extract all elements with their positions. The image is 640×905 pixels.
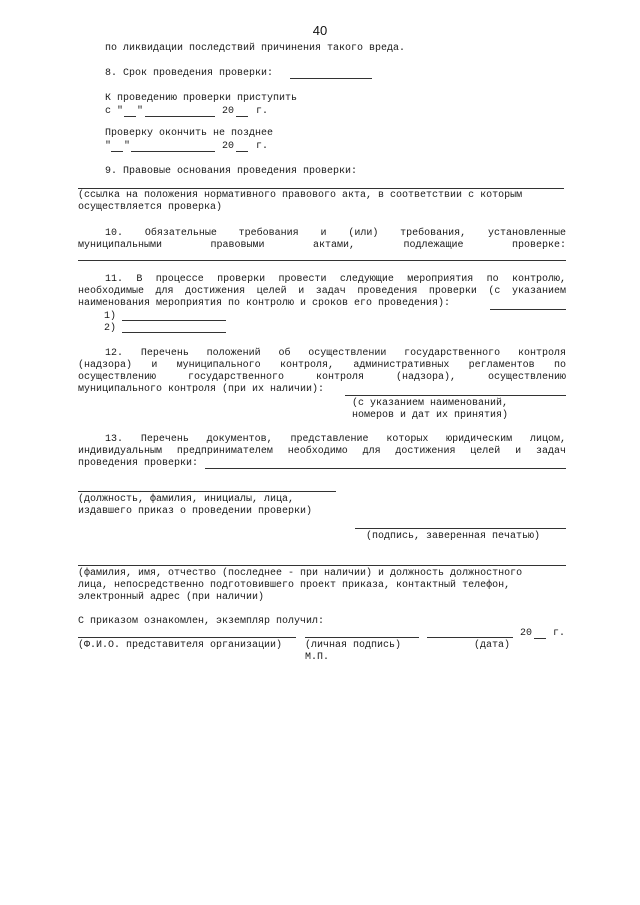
blank-line <box>78 491 336 492</box>
section-9-title: 9. Правовые основания проведения проверки: <box>105 166 358 177</box>
hint-text: (дата) <box>474 640 511 651</box>
blank-line <box>78 565 566 566</box>
blank-line <box>534 638 546 639</box>
blank-line <box>122 332 226 333</box>
section-8-title: 8. Срок проведения проверки: <box>105 68 274 79</box>
hint-text: осуществляется проверка) <box>78 202 223 213</box>
hint-text: (должность, фамилия, инициалы, лица, <box>78 494 295 505</box>
hint-text: (ссылка на положения нормативного правового акта, в соответствии с которым <box>78 190 523 201</box>
list-item-2: 2) <box>104 323 117 334</box>
text-line: проведения проверки: <box>78 458 199 469</box>
hint-text: номеров и дат их принятия) <box>352 410 509 421</box>
blank-line <box>78 260 566 261</box>
text-line: индивидуальным предпринимателем необходимо для достижения целей и задач <box>78 446 566 457</box>
date-prefix: с " <box>105 106 124 117</box>
blank-line <box>345 395 566 396</box>
date-quote: " <box>137 106 144 117</box>
blank-line <box>490 309 566 310</box>
text-line: (надзора) и муниципального контроля, административных регламентов по <box>78 360 566 371</box>
text-line: С приказом ознакомлен, экземпляр получил: <box>78 616 325 627</box>
hint-text: электронный адрес (при наличии) <box>78 592 265 603</box>
hint-text: (фамилия, имя, отчество (последнее - при наличии) и должность должностного <box>78 568 523 579</box>
hint-text: (с указанием наименований, <box>352 398 509 409</box>
hint-text: лица, непосредственно подготовившего проект приказа, контактный телефон, <box>78 580 511 591</box>
blank-line <box>236 116 248 117</box>
blank-line <box>131 151 215 152</box>
text-line: муниципального контроля (при их наличии): <box>78 384 325 395</box>
list-item-1: 1) <box>104 311 117 322</box>
blank-line <box>122 320 226 321</box>
hint-text: издавшего приказ о проведении проверки) <box>78 506 313 517</box>
text-line: осуществлению государственного контроля (надзора), осуществлению <box>78 372 566 383</box>
text-line: муниципальными правовыми актами, подлежащие проверке: <box>78 240 566 251</box>
blank-line <box>78 637 296 638</box>
section-13-title: 13. Перечень документов, представление которых юридическим лицом, <box>105 434 566 445</box>
blank-line <box>78 188 564 189</box>
page-number: 40 <box>312 23 328 38</box>
blank-line <box>305 637 419 638</box>
blank-line <box>111 151 123 152</box>
text-line: по ликвидации последствий причинения такого вреда. <box>105 43 406 54</box>
text-line: наименования мероприятия по контролю и сроков его проведения): <box>78 298 451 309</box>
section-11-title: 11. В процессе проверки провести следующие мероприятия по контролю, <box>105 274 566 285</box>
text-line: К проведению проверки приступить <box>105 93 298 104</box>
hint-text: (Ф.И.О. представителя организации) <box>78 640 283 651</box>
hint-text: (подпись, заверенная печатью) <box>366 531 541 542</box>
seal-label: М.П. <box>305 652 330 663</box>
date-year: 20 <box>222 141 235 152</box>
date-suffix: г. <box>553 628 566 639</box>
text-line: необходимые для достижения целей и задач проведения проверки (с указанием <box>78 286 566 297</box>
date-suffix: г. <box>256 141 269 152</box>
date-year: 20 <box>520 628 533 639</box>
blank-line <box>290 78 372 79</box>
text-line: Проверку окончить не позднее <box>105 128 274 139</box>
date-quote: " <box>105 141 112 152</box>
section-10-title: 10. Обязательные требования и (или) требования, установленные <box>105 228 566 239</box>
hint-text: (личная подпись) <box>305 640 402 651</box>
date-suffix: г. <box>256 106 269 117</box>
blank-line <box>205 468 566 469</box>
signature-line <box>355 528 566 529</box>
date-year: 20 <box>222 106 235 117</box>
blank-line <box>427 637 513 638</box>
blank-line <box>124 116 136 117</box>
date-quote: " <box>124 141 131 152</box>
blank-line <box>236 151 248 152</box>
section-12-title: 12. Перечень положений об осуществлении государственного контроля <box>105 348 566 359</box>
blank-line <box>145 116 215 117</box>
